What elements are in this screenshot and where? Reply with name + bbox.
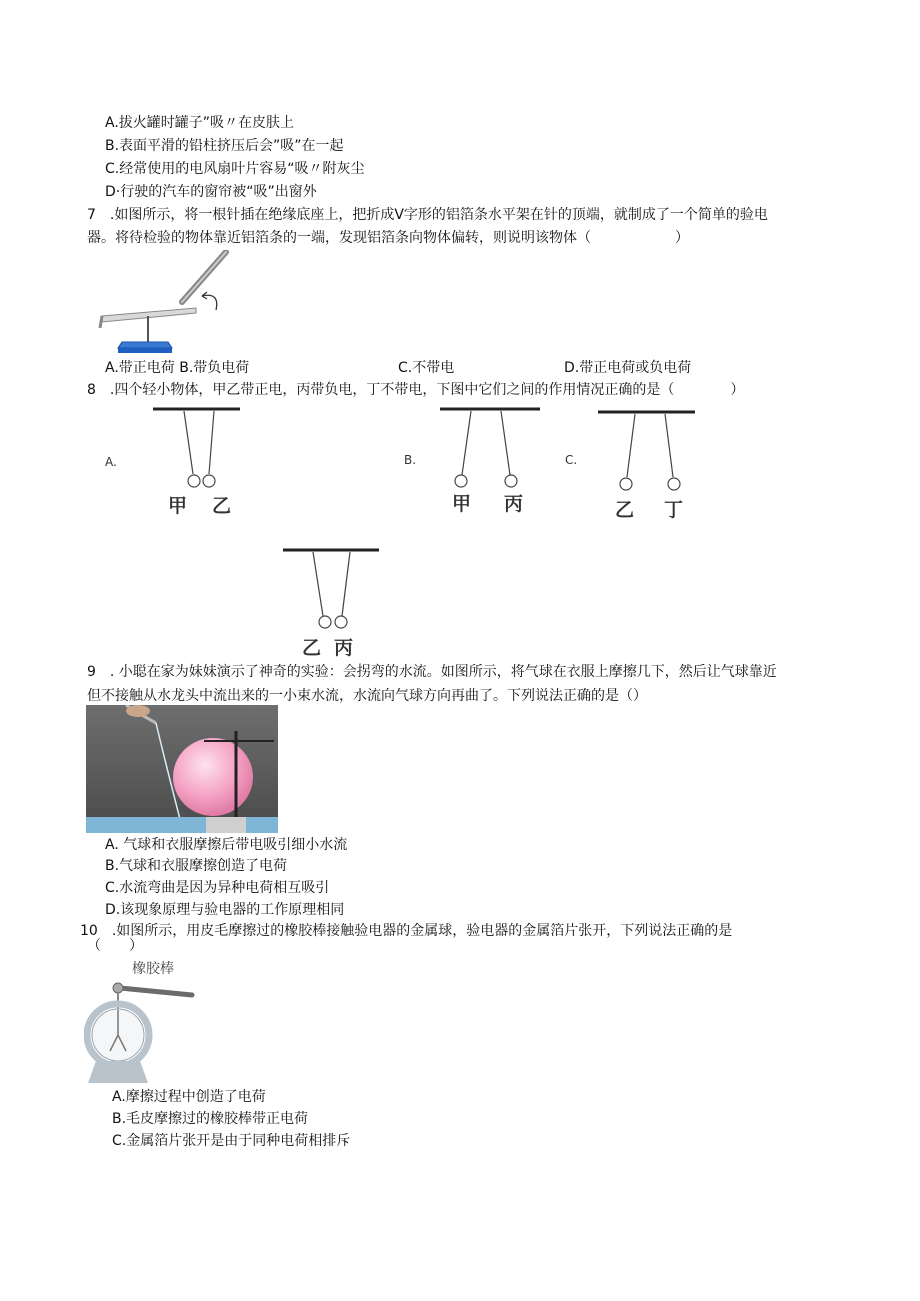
q8-figure-c xyxy=(560,402,710,527)
q9-option-b: B.气球和衣服摩擦创造了电荷 xyxy=(105,858,288,874)
electroscope-base xyxy=(88,1061,148,1083)
q9-stem-line1: 9 . 小聪在家为妹妹演示了神奇的实验：会拐弯的水流。如图所示，将气球在衣服上摩擦几下，然后让气球靠近 xyxy=(87,664,777,680)
foil-electroscope-figure xyxy=(98,250,238,358)
ball-right xyxy=(505,475,517,487)
q9-option-c: C.水流弯曲是因为异种电荷相互吸引 xyxy=(105,880,330,896)
q8-figure-b-left-label: 甲 xyxy=(452,493,472,515)
ball-left xyxy=(319,616,331,628)
q7-stem-line1: 7 .如图所示，将一根针插在绝缘底座上，把折成V字形的铝箔条水平架在针的顶端，就制成了一个简单的验电 xyxy=(87,207,768,223)
q8-figure-c-left-label: 乙 xyxy=(615,499,635,521)
q8-figure-c-letter: C. xyxy=(565,453,578,467)
q8-figure-b-letter: B. xyxy=(404,453,417,467)
ball-right xyxy=(203,475,215,487)
ball-right xyxy=(668,478,680,490)
q6-option-a: A.拔火罐时罐子”吸〃在皮肤上 xyxy=(105,115,295,131)
q8-figure-b-right-label: 丙 xyxy=(504,493,524,515)
q8-stem: 8 .四个轻小物体，甲乙带正电，丙带负电，丁不带电，下图中它们之间的作用情况正确的是（ ） xyxy=(87,382,745,398)
balloon-water-photo xyxy=(86,705,278,833)
metal-ball xyxy=(113,983,123,993)
ball-right xyxy=(335,616,347,628)
balloon xyxy=(173,738,253,816)
q8-figure-a-right-label: 乙 xyxy=(212,495,232,517)
q7-option-d: D.带正电荷或负电荷 xyxy=(564,360,692,376)
q6-option-b: B.表面平滑的铅柱挤压后会”吸”在一起 xyxy=(105,138,344,154)
q8-figure-c-right-label: 丁 xyxy=(664,499,684,521)
q8-figure-d xyxy=(280,542,385,660)
q6-option-c: C.经常使用的电风扇叶片容易“吸〃附灰尘 xyxy=(105,161,365,177)
q10-option-a: A.摩擦过程中创造了电荷 xyxy=(112,1089,266,1105)
q10-stem-line1: 10 .如图所示，用皮毛摩擦过的橡胶棒接触验电器的金属球，验电器的金属箔片张开，下列说法正确的是 xyxy=(80,923,733,939)
q8-figure-a xyxy=(100,402,250,520)
q8-figure-d-right-label: 丙 xyxy=(334,637,354,659)
q7-stem-line2: 器。将待检验的物体靠近铝箔条的一端，发现铝箔条向物体偏转，则说明该物体（ ） xyxy=(87,230,689,246)
electroscope-figure xyxy=(84,955,196,1087)
q9-option-d: D.该现象原理与验电器的工作原理相同 xyxy=(105,902,345,918)
q10-stem-line2: （ ） xyxy=(87,938,143,954)
q10-option-b: B.毛皮摩擦过的橡胶棒带正电荷 xyxy=(112,1111,309,1127)
rubber-rod-label: 橡胶棒 xyxy=(132,961,174,977)
ball-left xyxy=(455,475,467,487)
q8-figure-d-left-label: 乙 xyxy=(302,637,322,659)
q10-option-c: C.金属箔片张开是由于同种电荷相排斥 xyxy=(112,1133,351,1149)
q7-option-c: C.不带电 xyxy=(398,360,455,376)
ball-left xyxy=(188,475,200,487)
q6-option-d: D·行驶的汽车的窗帘被“吸”出窗外 xyxy=(105,184,317,200)
hand xyxy=(126,705,150,717)
ball-left xyxy=(620,478,632,490)
rubber-rod xyxy=(120,988,192,995)
q8-figure-a-left-label: 甲 xyxy=(168,495,188,517)
q7-option-ab: A.带正电荷 B.带负电荷 xyxy=(105,360,250,376)
q8-figure-b xyxy=(400,402,545,520)
q9-option-a: A. 气球和衣服摩擦后带电吸引细小水流 xyxy=(105,837,348,853)
q9-stem-line2: 但不接触从水龙头中流出来的一小束水流，水流向气球方向再曲了。下列说法正确的是（） xyxy=(87,688,647,704)
insulating-base xyxy=(118,342,172,348)
q8-figure-a-letter: A. xyxy=(105,455,117,469)
